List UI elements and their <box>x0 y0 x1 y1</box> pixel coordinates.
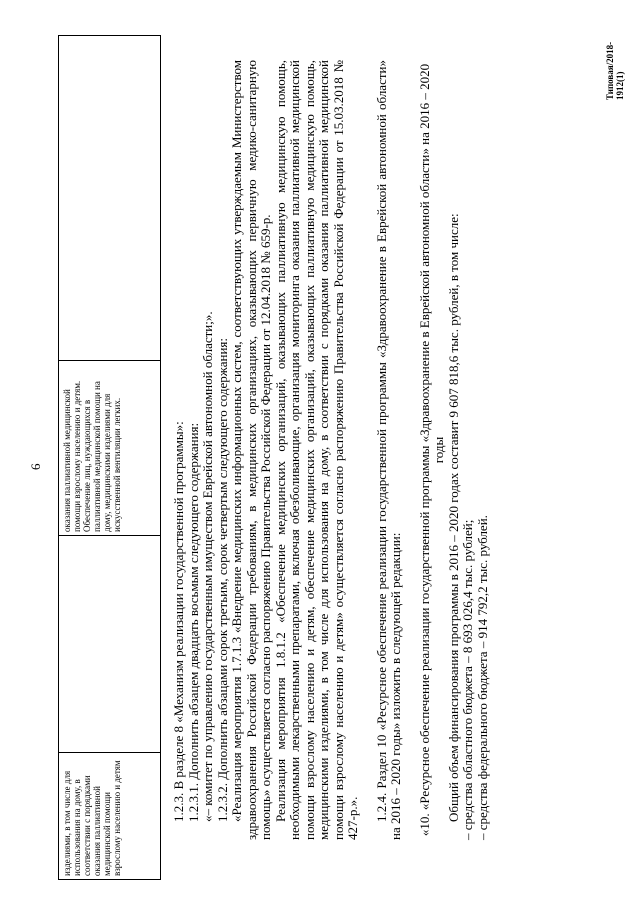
table-row <box>59 36 161 880</box>
table-cell-1: изделиями, в том числе для использования на дому, в соответствии с порядками оказания паллиативной медицинской помощи взрослому населению и детям <box>59 753 161 880</box>
paragraph-1-2-4: 1.2.4. Раздел 10 «Ресурсное обеспечение реализации государственной программы «Здравоохранение в Еврейской автономной области» на 2016 – 2020 годы» изложить в следующей редакции: <box>373 60 403 840</box>
rotated-content <box>20 20 625 880</box>
table-cell-3: оказания паллиативной медицинской помощи взрослому населению и детям. Обеспечение лиц, нуждающихся в паллиативной медицинской помощи на дому, медицинскими изделиями для искусственной вентиляции легких. <box>59 361 161 536</box>
table-cell-2 <box>59 536 161 753</box>
document-body <box>172 60 490 840</box>
paragraph-total-funding: Общий объем финансирования программы в 2016 – 2020 годах составит 9 607 818,6 тыс. рублей, в том числе: <box>445 213 461 822</box>
table-cell-4 <box>59 36 161 361</box>
paragraph-committee: «– комитет по управлению государственным имуществом Еврейской автономной области;». <box>200 311 215 822</box>
paragraph-measure-1-8-1-2: Реализация мероприятия 1.8.1.2 «Обеспечение медицинских организаций, оказывающих паллиативную медицинскую помощь, необходимыми лекарственными препаратами, включая обезболивающие, организация мониторинга оказания паллиативной медицинской помощи взрослому населению и детям, обеспечение медицинских организаций, оказывающих паллиативную медицинскую помощь, медицинскими изделиями, в том числе для использования на дому, в соответствии с порядками оказания паллиативной медицинской помощи взрослому населению и детям» осуществляется согласно распоряжению Правительства Российской Федерации от 15.03.2018 № 427-р.». <box>272 60 360 840</box>
section-10-heading: «10. «Ресурсное обеспечение реализации государственной программы «Здравоохранение в Еврейской автономной области» на 2016 – 2020 годы <box>416 63 446 837</box>
page-number: 6 <box>28 463 43 470</box>
paragraph-1-2-3: 1.2.3. В разделе 8 «Механизм реализации государственной программы»: <box>171 421 186 822</box>
program-table <box>58 35 161 880</box>
paragraph-regional-budget: – средства областного бюджета – 8 693 026,4 тыс. рублей; <box>460 519 475 840</box>
paragraph-1-2-3-1: 1.2.3.1. Дополнить абзацем двадцать восьмым следующего содержания: <box>185 422 201 822</box>
paragraph-federal-budget: – средства федерального бюджета – 914 792,2 тыс. рублей. <box>474 515 490 840</box>
paragraph-1-2-3-2: 1.2.3.2. Дополнить абзацами сорок третьим, сорок четвертым следующего содержания: <box>214 338 230 822</box>
paragraph-measure-1-7-1-3: «Реализация мероприятия 1.7.1.3 «Внедрение медицинских информационных систем, соответствующих утверждаемым Министерством здравоохранения Российской Федерации требованиям, в медицинских организациях, оказывающих первичную медико-санитарную помощь» осуществляется согласно распоряжению Правительства Российской Федерации от 12.04.2018 № 659-р. <box>229 60 273 840</box>
document-stamp: Типовая/2018-1912(1) <box>605 41 625 100</box>
